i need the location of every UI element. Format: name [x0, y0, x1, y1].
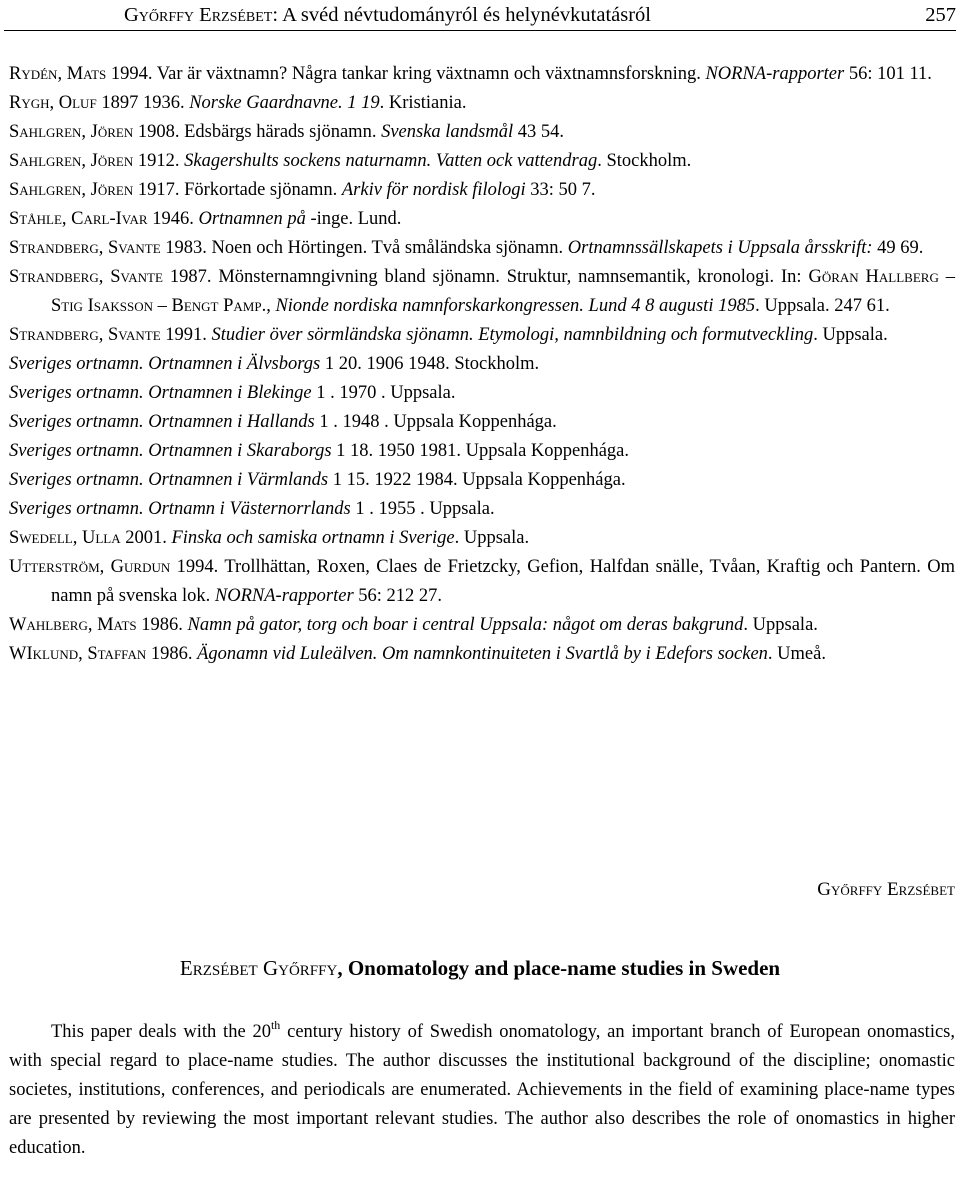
reference-entry — [9, 611, 955, 640]
ref-author: Rygh, Oluf — [9, 93, 97, 113]
reference-entry — [9, 147, 955, 176]
ref-author: Wahlberg, Mats — [9, 615, 137, 635]
ref-text: 1946. — [147, 209, 199, 229]
ref-italic: Ortnamnssällskapets i Uppsala årsskrift: — [567, 238, 873, 258]
ref-text-tail: 33: 50 7. — [525, 180, 596, 200]
running-title — [124, 4, 651, 27]
ref-italic: Ägonamn vid Luleälven. Om namnkontinuiteten i Svartlå by i Edefors socken — [197, 644, 768, 664]
ref-author: Ståhle, Carl-Ivar — [9, 209, 148, 229]
ref-text-tail: . Uppsala. — [743, 615, 818, 635]
reference-entry — [9, 205, 955, 234]
reference-entry — [9, 350, 955, 379]
ref-italic: Arkiv för nordisk filologi — [341, 180, 526, 200]
reference-entry — [9, 89, 955, 118]
ref-text-tail: . Kristiania. — [379, 93, 467, 113]
ref-text-tail: 1 18. 1950 1981. Uppsala Koppenhága. — [331, 441, 630, 461]
ref-text-tail: -inge. Lund. — [305, 209, 402, 229]
ref-italic: NORNA-rapporter — [705, 64, 845, 84]
ref-text: 2001. — [120, 528, 172, 548]
running-title-author: Győrffy Erzsébet — [124, 4, 273, 26]
ref-text: 1917. Förkortade sjönamn. — [133, 180, 342, 200]
ref-author: Strandberg, Svante — [9, 267, 163, 287]
running-header — [4, 2, 956, 31]
ref-italic: Skagershults sockens naturnamn. Vatten ock vattendrag — [184, 151, 598, 171]
ref-text-tail: 1 . 1948 . Uppsala Koppenhága. — [314, 412, 557, 432]
reference-entry — [9, 234, 955, 263]
ref-italic: Sveriges ortnamn. Ortnamnen i Älvsborgs — [9, 354, 321, 374]
running-title-rest: : A svéd névtudományról és helynévkutatásról — [272, 4, 651, 26]
ref-text: 1994. Trollhättan, Roxen, Claes de Frietzcky, Gefion, Halfdan snälle, Tvåan, Kraftig och Pantern. Om namn på svenska lok. — [51, 557, 956, 606]
ref-text-tail: 56: 212 27. — [353, 586, 443, 606]
ref-italic: Norske Gaardnavne. 1 19 — [189, 93, 380, 113]
ref-text-tail: 49 69. — [872, 238, 924, 258]
ref-text-tail: 43 54. — [513, 122, 565, 142]
ref-italic: Ortnamnen på — [198, 209, 306, 229]
author-signature: Győrffy Erzsébet — [817, 879, 955, 900]
ref-italic: Finska och samiska ortnamn i Sverige — [171, 528, 455, 548]
reference-entry — [9, 60, 955, 89]
ref-text-tail: . Uppsala. 247 61. — [755, 296, 890, 316]
ref-author: Rydén, Mats — [9, 64, 107, 84]
ref-text: 1986. — [136, 615, 188, 635]
ref-author: Utterström, Gurdun — [9, 557, 171, 577]
ref-text-tail: 56: 101 11. — [844, 64, 932, 84]
ref-author: WIklund, Staffan — [9, 644, 147, 664]
abstract-text: This paper deals with the 20 — [51, 1022, 271, 1042]
ref-text-tail: 1 15. 1922 1984. Uppsala Koppenhága. — [328, 470, 626, 490]
ref-italic: Sveriges ortnamn. Ortnamnen i Värmlands — [9, 470, 329, 490]
page-number: 257 — [925, 4, 956, 26]
reference-entry — [9, 640, 955, 669]
ref-author: Sahlgren, Jören — [9, 180, 134, 200]
reference-entry — [9, 408, 955, 437]
ref-author: Sahlgren, Jören — [9, 151, 134, 171]
ref-text: 1987. Mönsternamngivning bland sjönamn. Struktur, namnsemantik, kronologi. In: — [162, 267, 809, 287]
ref-italic: Svenska landsmål — [381, 122, 514, 142]
reference-entry — [9, 553, 955, 611]
ref-text-tail: . Stockholm. — [597, 151, 692, 171]
abstract-text-rest: century history of Swedish onomatology, an important branch of European onomastics, with special regard to place-name studies. The author discusses the institutional background of the discipline; onomastic societes, institutions, conferences, and periodicals are enumerated. Achievements in the field of examining place-name types are presented by reviewing the most important relevant studies. The author also describes the role of onomastics in higher education. — [9, 1022, 955, 1158]
reference-entry — [9, 176, 955, 205]
reference-entry — [9, 437, 955, 466]
ref-italic: Sveriges ortnamn. Ortnamnen i Skaraborgs — [9, 441, 332, 461]
ref-text: 1897 1936. — [96, 93, 190, 113]
reference-entry — [9, 495, 955, 524]
abstract-title-text: Onomatology and place-name studies in Sweden — [347, 956, 781, 980]
ref-italic: Sveriges ortnamn. Ortnamn i Västernorrlands — [9, 499, 351, 519]
ref-italic: Sveriges ortnamn. Ortnamnen i Hallands — [9, 412, 315, 432]
ref-text: 1986. — [146, 644, 198, 664]
ref-text: 1912. — [133, 151, 185, 171]
ref-text-tail: . Uppsala. — [813, 325, 888, 345]
ref-italic: NORNA-rapporter — [214, 586, 354, 606]
abstract-author: Erzsébet Győrffy — [179, 956, 338, 980]
ref-author: Swedell, Ulla — [9, 528, 121, 548]
ref-author: Sahlgren, Jören — [9, 122, 134, 142]
ref-text-tail: 1 . 1955 . Uppsala. — [350, 499, 495, 519]
ref-italic: Namn på gator, torg och boar i central Uppsala: något om deras bakgrund — [187, 615, 744, 635]
abstract-body — [9, 1018, 955, 1163]
ref-text: 1908. Edsbärgs härads sjönamn. — [133, 122, 382, 142]
reference-entry — [9, 263, 955, 321]
ref-author: Strandberg, Svante — [9, 238, 161, 258]
reference-entry — [9, 118, 955, 147]
abstract-author-sep: , — [337, 956, 348, 980]
ref-italic: Nionde nordiska namnforskarkongressen. Lund 4 8 augusti 1985 — [275, 296, 756, 316]
ref-text-tail: . Umeå. — [767, 644, 826, 664]
ref-editors: Göran Hallberg – Stig Isaksson – Bengt Pamp. — [51, 267, 955, 316]
reference-entry — [9, 466, 955, 495]
ref-italic: Studier över sörmländska sjönamn. Etymologi, namnbildning och formutveckling — [211, 325, 814, 345]
ref-text-tail: 1 20. 1906 1948. Stockholm. — [320, 354, 540, 374]
reference-entry — [9, 524, 955, 553]
reference-entry — [9, 321, 955, 350]
ref-author: Strandberg, Svante — [9, 325, 161, 345]
reference-entry — [9, 379, 955, 408]
ref-text-sep: , — [266, 296, 276, 316]
ref-italic: Sveriges ortnamn. Ortnamnen i Blekinge — [9, 383, 312, 403]
ref-text-tail: . Uppsala. — [454, 528, 530, 548]
abstract-title — [0, 956, 960, 981]
ref-text: 1991. — [160, 325, 212, 345]
ref-text: 1994. Var är växtnamn? Några tankar kring växtnamn och växtnamnsforskning. — [106, 64, 706, 84]
ref-text-tail: 1 . 1970 . Uppsala. — [311, 383, 456, 403]
reference-list — [9, 60, 955, 669]
ref-text: 1983. Noen och Hörtingen. Två småländska sjönamn. — [160, 238, 568, 258]
abstract-sup: th — [270, 1018, 281, 1032]
